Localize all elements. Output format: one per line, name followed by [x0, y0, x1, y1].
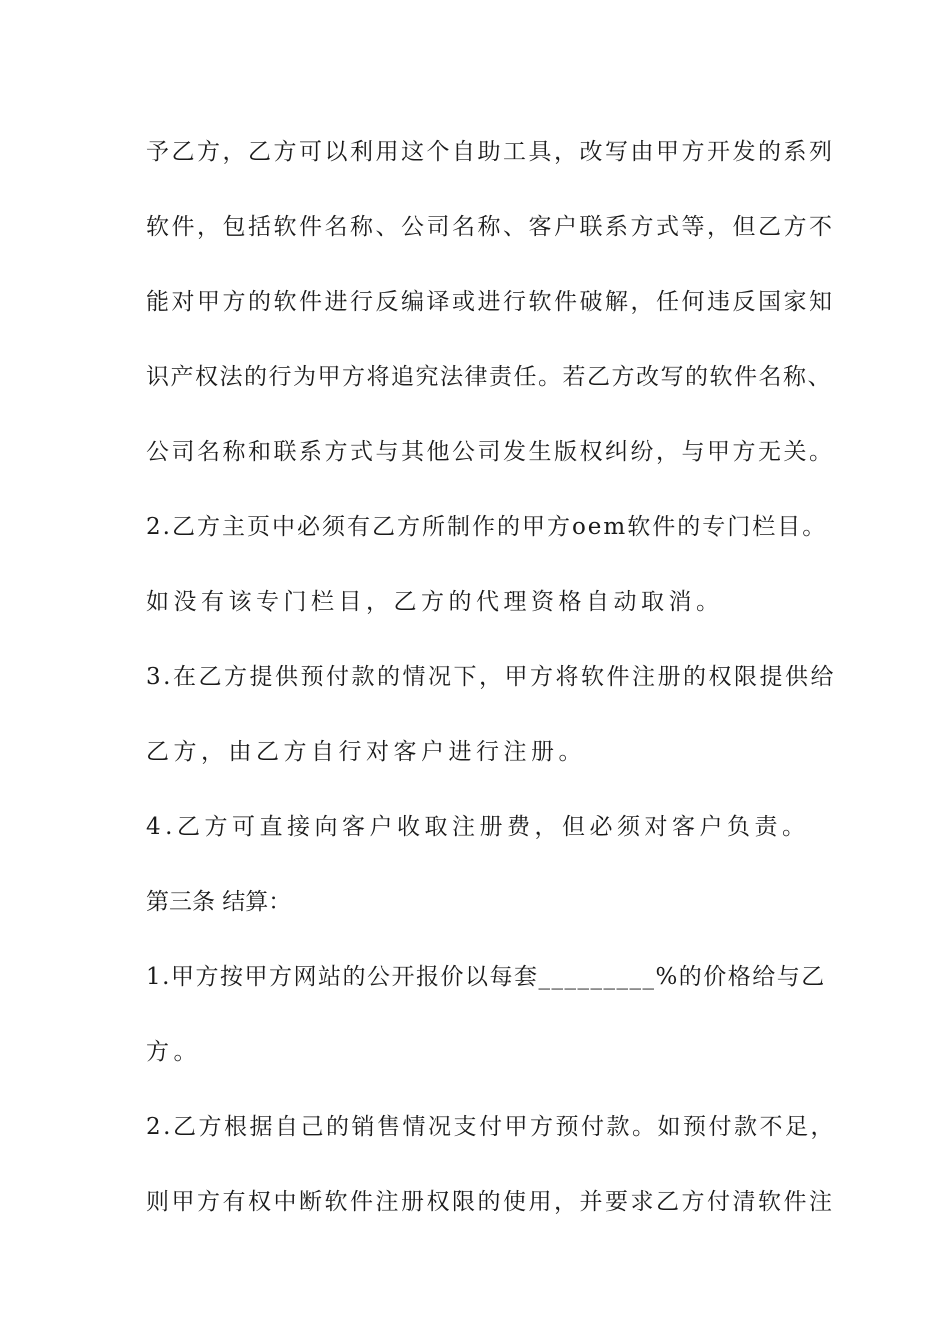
paragraph-line: 乙方，由乙方自行对客户进行注册。: [146, 739, 586, 765]
section-heading: 第三条 结算：: [146, 889, 292, 915]
paragraph-line: 软件，包括软件名称、公司名称、客户联系方式等，但乙方不: [146, 214, 835, 240]
paragraph-line: 方。: [146, 1039, 201, 1065]
paragraph-line: 予乙方，乙方可以利用这个自助工具，改写由甲方开发的系列: [146, 139, 835, 165]
paragraph-line: 公司名称和联系方式与其他公司发生版权纠纷，与甲方无关。: [146, 439, 835, 465]
paragraph-line: 如没有该专门栏目，乙方的代理资格自动取消。: [146, 589, 724, 615]
paragraph-line: 则甲方有权中断软件注册权限的使用，并要求乙方付清软件注: [146, 1189, 835, 1215]
paragraph-line: 2.乙方根据自己的销售情况支付甲方预付款。如预付款不足，: [146, 1114, 836, 1140]
paragraph-line: 识产权法的行为甲方将追究法律责任。若乙方改写的软件名称、: [146, 364, 832, 390]
paragraph-line: 3.在乙方提供预付款的情况下，甲方将软件注册的权限提供给: [146, 664, 836, 690]
paragraph-line: 2.乙方主页中必须有乙方所制作的甲方oem软件的专门栏目。: [146, 514, 828, 540]
paragraph-line: 1.甲方按甲方网站的公开报价以每套_________%的价格给与乙: [146, 964, 826, 990]
paragraph-line: 能对甲方的软件进行反编译或进行软件破解，任何违反国家知: [146, 289, 835, 315]
paragraph-line: 4.乙方可直接向客户收取注册费，但必须对客户负责。: [146, 814, 810, 840]
